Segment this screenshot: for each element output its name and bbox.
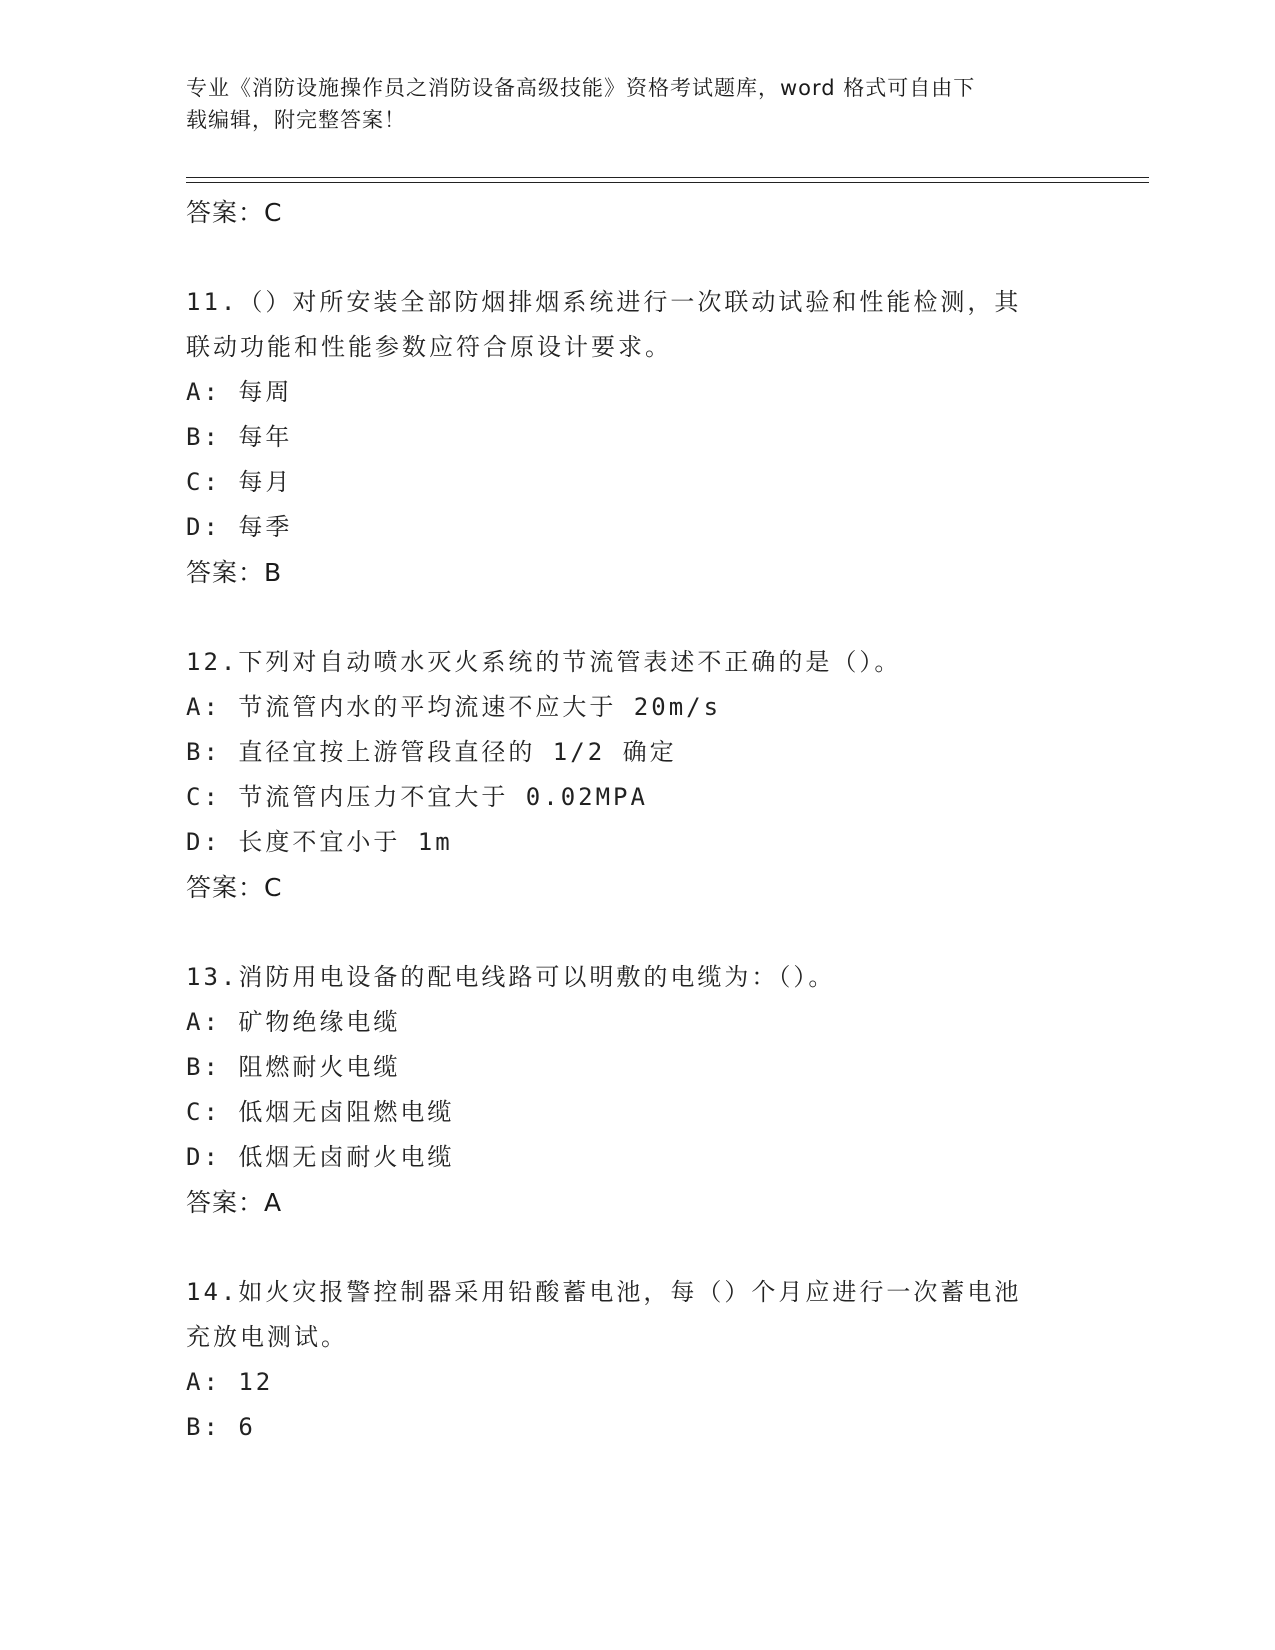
spacer	[186, 1226, 1086, 1270]
spacer	[186, 236, 1086, 280]
header-divider-top	[186, 177, 1149, 178]
option-c: C: 每月	[186, 468, 293, 496]
question-13	[186, 955, 1086, 1180]
option-d: D: 低烟无卤耐火电缆	[186, 1143, 455, 1171]
question-text-line: 联动功能和性能参数应符合原设计要求。	[186, 333, 672, 361]
option-d: D: 每季	[186, 513, 293, 541]
question-12	[186, 640, 1086, 865]
option-a: A: 12	[186, 1368, 274, 1396]
question-text-line: 14.如火灾报警控制器采用铅酸蓄电池，每（）个月应进行一次蓄电池	[186, 1278, 1022, 1306]
answer-12: 答案：C	[186, 873, 283, 902]
option-b: B: 每年	[186, 423, 293, 451]
header-line-1: 专业《消防设施操作员之消防设备高级技能》资格考试题库，word 格式可自由下	[186, 76, 976, 100]
question-text-line: 13.消防用电设备的配电线路可以明敷的电缆为：（）。	[186, 963, 836, 991]
question-text-line: 12.下列对自动喷水灭火系统的节流管表述不正确的是（）。	[186, 648, 902, 676]
option-c: C: 节流管内压力不宜大于 0.02MPA	[186, 783, 648, 811]
option-b: B: 阻燃耐火电缆	[186, 1053, 401, 1081]
option-a: A: 矿物绝缘电缆	[186, 1008, 401, 1036]
spacer	[186, 596, 1086, 640]
header-line-2: 载编辑，附完整答案！	[186, 108, 406, 132]
spacer	[186, 911, 1086, 955]
question-list	[186, 190, 1086, 1450]
header-divider-bottom	[186, 182, 1149, 183]
question-text-line: 11.（）对所安装全部防烟排烟系统进行一次联动试验和性能检测，其	[186, 288, 1022, 316]
answer-11: 答案：B	[186, 558, 283, 587]
document-header	[186, 72, 1066, 136]
option-b: B: 直径宜按上游管段直径的 1/2 确定	[186, 738, 677, 766]
question-11	[186, 280, 1086, 550]
option-a: A: 节流管内水的平均流速不应大于 20m/s	[186, 693, 722, 721]
previous-answer: 答案：C	[186, 198, 283, 227]
option-c: C: 低烟无卤阻燃电缆	[186, 1098, 455, 1126]
option-b: B: 6	[186, 1413, 256, 1441]
option-d: D: 长度不宜小于 1m	[186, 828, 453, 856]
question-text-line: 充放电测试。	[186, 1323, 348, 1351]
answer-13: 答案：A	[186, 1188, 283, 1217]
question-14	[186, 1270, 1086, 1450]
option-a: A: 每周	[186, 378, 293, 406]
